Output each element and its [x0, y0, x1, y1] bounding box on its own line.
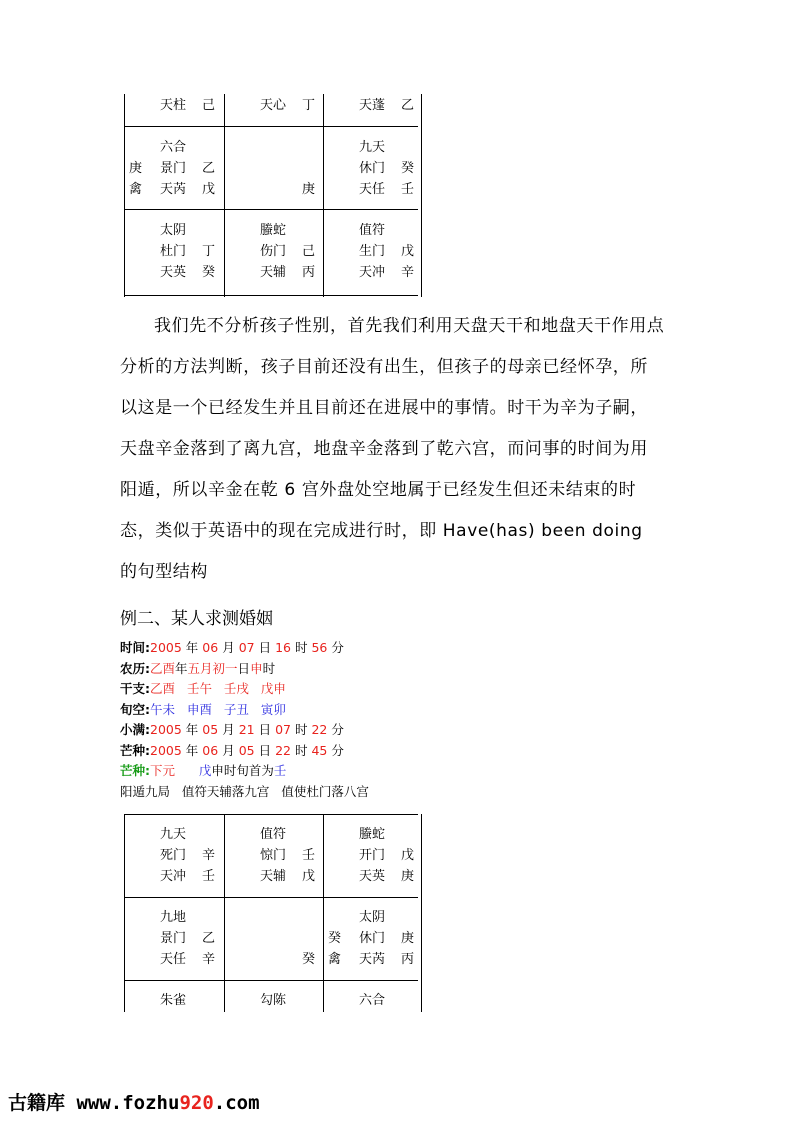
cell-label: 天英	[359, 869, 386, 884]
cell-label: 生门	[359, 244, 386, 259]
cell-right-char: 丙	[302, 265, 316, 280]
cell-label: 景门	[160, 931, 187, 946]
cell-left-char: 禽	[328, 952, 342, 967]
chart-info-block	[120, 638, 369, 802]
cell-label: 太阴	[160, 223, 187, 238]
grid-vertical-line	[224, 94, 225, 297]
cell-label: 开门	[359, 848, 386, 863]
cell-right-char: 戊	[202, 182, 216, 197]
cell-right-char: 丙	[401, 952, 415, 967]
grid-vertical-line	[224, 814, 225, 1012]
cell-right-char: 己	[302, 244, 316, 259]
cell-label: 螣蛇	[359, 827, 386, 842]
cell-label: 六合	[160, 140, 187, 155]
cell-label: 天英	[160, 265, 187, 280]
cell-label: 九天	[359, 140, 386, 155]
ju-row: 阳遁九局 值符天辅落九宫 值使杜门落八宫	[120, 783, 369, 799]
cell-right-char: 丁	[202, 244, 216, 259]
grid-horizontal-line	[124, 295, 418, 296]
cell-right-char: 庚	[401, 931, 415, 946]
cell-right-char: 辛	[202, 848, 216, 863]
cell-right-char: 庚	[302, 182, 316, 197]
cell-label: 景门	[160, 161, 187, 176]
cell-label: 天冲	[160, 869, 187, 884]
cell-right-char: 癸	[202, 265, 216, 280]
grid-vertical-line	[421, 94, 422, 297]
cell-right-char: 乙	[202, 931, 216, 946]
cell-label: 杜门	[160, 244, 187, 259]
cell-right-char: 丁	[302, 98, 316, 113]
cell-label: 休门	[359, 161, 386, 176]
cell-label: 太阴	[359, 910, 386, 925]
time-row: 时间:2005 年 06 月 07 日 16 时 56 分	[120, 640, 344, 655]
grid-vertical-line	[323, 94, 324, 297]
mangzhong-row: 芒种:2005 年 06 月 05 日 22 时 45 分	[120, 742, 344, 758]
qimen-chart-table-1	[120, 92, 422, 302]
xunkong-row: 旬空:午未 申酉 子丑 寅卯	[120, 701, 286, 717]
cell-left-char: 禽	[129, 182, 143, 197]
qimen-chart-table-2	[120, 812, 422, 1012]
cell-label: 休门	[359, 931, 386, 946]
cell-label: 天任	[359, 182, 386, 197]
grid-horizontal-line	[124, 126, 418, 127]
grid-vertical-line	[421, 814, 422, 1012]
grid-vertical-line	[124, 814, 125, 1012]
cell-right-char: 乙	[401, 98, 415, 113]
cell-label: 天蓬	[359, 98, 386, 113]
cell-label: 天任	[160, 952, 187, 967]
cell-label: 天芮	[160, 182, 187, 197]
cell-right-char: 辛	[202, 952, 216, 967]
xiaoman-row: 小满:2005 年 05 月 21 日 07 时 22 分	[120, 722, 344, 737]
cell-right-char: 癸	[401, 161, 415, 176]
site-watermark: 古籍库 www.fozhu920.com	[8, 1092, 260, 1114]
grid-vertical-line	[323, 814, 324, 1012]
cell-right-char: 戊	[401, 848, 415, 863]
cell-left-char: 癸	[328, 931, 342, 946]
grid-horizontal-line	[124, 897, 418, 898]
grid-horizontal-line	[124, 814, 418, 815]
cell-right-char: 乙	[202, 161, 216, 176]
ganzhi-row: 干支:乙酉 壬午 壬戌 戊申	[120, 681, 286, 696]
cell-label: 六合	[359, 993, 386, 1008]
example-heading: 例二、某人求测婚姻	[120, 609, 273, 629]
cell-label: 勾陈	[260, 993, 287, 1008]
cell-label: 天柱	[160, 98, 187, 113]
cell-right-char: 庚	[401, 869, 415, 884]
cell-right-char: 辛	[401, 265, 415, 280]
cell-right-char: 癸	[302, 952, 316, 967]
cell-label: 值符	[260, 827, 287, 842]
grid-horizontal-line	[124, 980, 418, 981]
cell-label: 天冲	[359, 265, 386, 280]
yuan-row: 芒种:下元 戊申时旬首为壬	[120, 763, 287, 778]
cell-label: 值符	[359, 223, 386, 238]
cell-right-char: 壬	[302, 848, 316, 863]
cell-label: 九天	[160, 827, 187, 842]
cell-label: 天辅	[260, 869, 287, 884]
cell-label: 天心	[260, 98, 287, 113]
cell-right-char: 戊	[302, 869, 316, 884]
grid-horizontal-line	[124, 209, 418, 210]
cell-label: 九地	[160, 910, 187, 925]
lunar-row: 农历:乙酉年五月初一日申时	[120, 660, 276, 676]
cell-label: 朱雀	[160, 993, 187, 1008]
cell-right-char: 壬	[202, 869, 216, 884]
cell-label: 惊门	[260, 848, 287, 863]
cell-right-char: 戊	[401, 244, 415, 259]
cell-label: 天辅	[260, 265, 287, 280]
cell-label: 天芮	[359, 952, 386, 967]
cell-right-char: 己	[202, 98, 216, 113]
analysis-paragraph: 我们先不分析孩子性别，首先我们利用天盘天干和地盘天干作用点分析的方法判断，孩子目前还没有出生，但孩子的母亲已经怀孕，所以这是一个已经发生并且目前还在进展中的事情。时干为辛为子嗣，天盘辛金落到了离九宫，地盘辛金落到了乾六宫，而问事的时间为用阳遁，所以辛金在乾 6 宫外盘处空地属于已经发生但还未结束的时态，类似于英语中的现在完成进行时，即 Have(has) been doing 的句型结构	[120, 316, 665, 582]
grid-vertical-line	[124, 94, 125, 297]
cell-label: 螣蛇	[260, 223, 287, 238]
cell-label: 伤门	[260, 244, 287, 259]
cell-right-char: 壬	[401, 182, 415, 197]
cell-left-char: 庚	[129, 161, 143, 176]
cell-label: 死门	[160, 848, 187, 863]
